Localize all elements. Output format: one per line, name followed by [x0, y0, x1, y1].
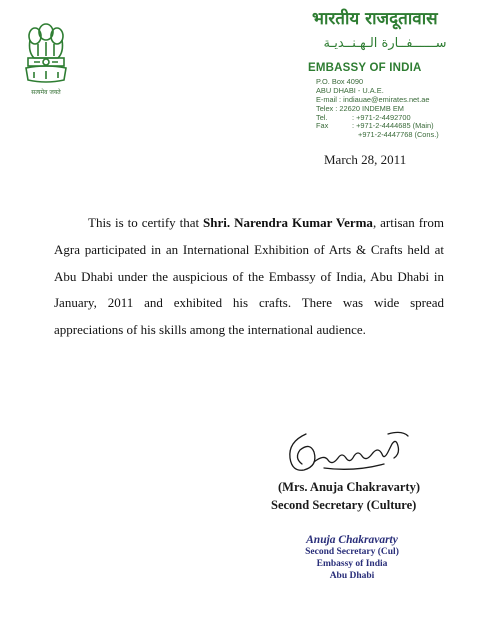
- body-intro: This is to certify that: [88, 215, 204, 230]
- city-line: ABU DHABI - U.A.E.: [316, 85, 384, 95]
- signatory-name: (Mrs. Anuja Chakravarty): [278, 480, 421, 494]
- fax-label: Fax: [316, 121, 329, 131]
- tel-label: Tel.: [316, 112, 328, 122]
- telex-line: Telex : 22620 INDEMB EM: [316, 103, 404, 113]
- emblem-motto: सत्यमेव जयते: [31, 89, 61, 96]
- national-emblem-icon: [20, 18, 72, 96]
- email-line: E-mail : indiauae@emirates.net.ae: [316, 94, 430, 104]
- stamp-name: Anuja Chakravarty: [306, 534, 398, 546]
- letter-date: March 28, 2011: [324, 152, 407, 167]
- stamp-org: Embassy of India: [316, 559, 388, 569]
- official-stamp: [292, 534, 412, 582]
- certificate-paragraph: [54, 210, 444, 344]
- tel-value: : +971-2-4492700: [352, 112, 411, 122]
- embassy-name-arabic: ســــــفــارة الـهـنــديـة: [323, 36, 447, 51]
- po-box: P.O. Box 4090: [316, 77, 364, 86]
- stamp-title: Second Secretary (Cul): [305, 547, 399, 557]
- fax-main: : +971-2-4444685 (Main): [352, 121, 434, 131]
- signatory-title: Second Secretary (Culture): [271, 498, 417, 512]
- embassy-name-english: EMBASSY OF INDIA: [308, 62, 422, 74]
- embassy-name-hindi: भारतीय राजदूतावास: [312, 9, 438, 29]
- body-rest: , artisan from Agra participated in an International Exhibition of Arts & Crafts held at Abu Dhabi under the auspicious of the Embassy of India, Abu Dhabi in January, 2011 and exhibited his crafts. There was wide spread appreciations of his skills among the international audience.: [54, 215, 444, 338]
- embassy-contact-block: [316, 78, 439, 140]
- certificate-body: [54, 210, 444, 344]
- handwritten-signature: [284, 424, 414, 484]
- fax-cons-line: +971-2-4447768 (Cons.): [358, 130, 439, 140]
- artisan-name: Shri. Narendra Kumar Verma: [203, 215, 373, 230]
- stamp-city: Abu Dhabi: [329, 571, 375, 581]
